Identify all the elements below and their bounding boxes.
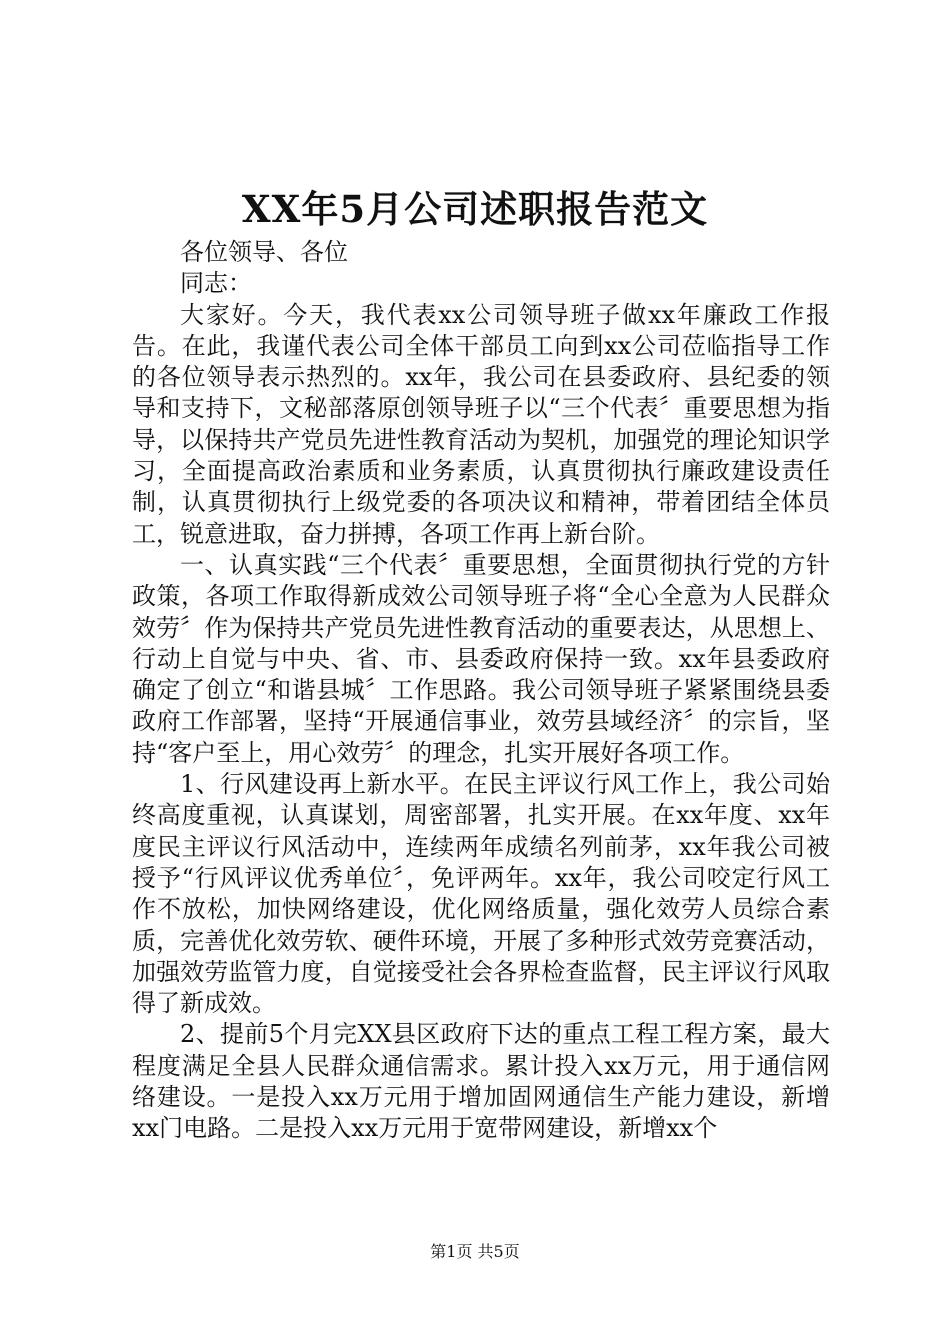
document-body xyxy=(132,237,830,1145)
body-paragraph: 一、认真实践“三个代表〞重要思想，全面贯彻执行党的方针政策，各项工作取得新成效公司领导班子将“全心全意为人民群众效劳〞作为保持共产党员先进性教育活动的重要表达，从思想上、行动上自觉与中央、省、市、县委政府保持一致。xx年县委政府确定了创立“和谐县城〞工作思路。我公司领导班子紧紧围绕县委政府工作部署，坚持“开展通信事业，效劳县域经济〞的宗旨，坚持“客户至上，用心效劳〞的理念，扎实开展好各项工作。 xyxy=(132,550,830,767)
document-title: XX年5月公司述职报告范文 xyxy=(241,187,709,231)
body-paragraph: 大家好。今天，我代表xx公司领导班子做xx年廉政工作报告。在此，我谨代表公司全体干部员工向到xx公司莅临指导工作的各位领导表示热烈的。xx年，我公司在县委政府、县纪委的领导和支持下，文秘部落原创领导班子以“三个代表〞重要思想为指导，以保持共产党员先进性教育活动为契机，加强党的理论知识学习，全面提高政治素质和业务素质，认真贯彻执行廉政建设责任制，认真贯彻执行上级党委的各项决议和精神，带着团结全体员工，锐意进取，奋力拼搏，各项工作再上新台阶。 xyxy=(132,300,830,548)
body-paragraph: 1、行风建设再上新水平。在民主评议行风工作上，我公司始终高度重视，认真谋划，周密部署，扎实开展。在xx年度、xx年度民主评议行风活动中，连续两年成绩名列前茅，xx年我公司被授予“行风评议优秀单位〞，免评两年。xx年，我公司咬定行风工作不放松，加快网络建设，优化网络质量，强化效劳人员综合素质，完善优化效劳软、硬件环境，开展了多种形式效劳竞赛活动，加强效劳监管力度，自觉接受社会各界检查监督，民主评议行风取得了新成效。 xyxy=(132,770,830,1018)
salutation-line-2: 同志： xyxy=(180,269,252,298)
body-paragraph: 2、提前5个月完XX县区政府下达的重点工程工程方案，最大程度满足全县人民群众通信需求。累计投入xx万元，用于通信网络建设。一是投入xx万元用于增加固网通信生产能力建设，新增xx门电路。二是投入xx万元用于宽带网建设，新增xx个 xyxy=(132,1020,830,1143)
salutation-line-1: 各位领导、各位 xyxy=(180,238,348,266)
page-number-footer: 第1页 共5页 xyxy=(430,1242,520,1261)
